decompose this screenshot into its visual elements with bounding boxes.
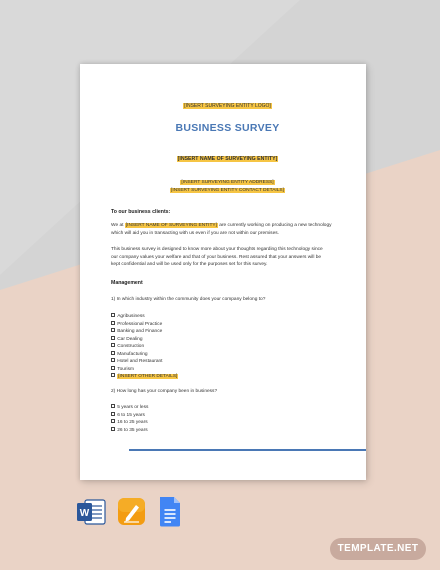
option-item <box>111 358 178 366</box>
page-title: BUSINESS SURVEY <box>175 122 280 134</box>
option-label: Tourism <box>117 366 134 372</box>
checkbox[interactable] <box>111 343 115 347</box>
option-item <box>111 313 178 321</box>
option-item <box>111 404 148 412</box>
question-2: 2) How long has your company been in business? <box>111 389 218 394</box>
option-label: Agribusiness <box>117 314 145 319</box>
option-label: 6 to 15 years <box>117 412 145 418</box>
option-item <box>111 419 148 427</box>
document-page <box>80 64 366 480</box>
option-item-other <box>111 373 178 381</box>
word-icon <box>76 498 106 526</box>
option-item <box>111 321 178 329</box>
checkbox[interactable] <box>111 351 115 355</box>
option-item <box>111 351 178 359</box>
option-label: Manufacturing <box>117 351 148 357</box>
question-1: 1) In which industry within the community does your company belong to? <box>111 297 266 302</box>
entity-address-placeholder: [INSERT SURVEYING ENTITY ADDRESS] <box>181 180 274 185</box>
svg-text:W: W <box>79 508 90 519</box>
option-item <box>111 412 148 420</box>
question-1-options <box>111 313 178 381</box>
purpose-paragraph: This business survey is designed to know more about your thoughts regarding this technology since our company values your welfare and that of your business. Rest assured that your answers will be kept confidential and will be used only for the purposes set for this survey. <box>111 247 323 267</box>
option-item <box>111 343 178 351</box>
google-docs-icon <box>158 496 182 527</box>
option-label: 16 to 25 years <box>117 420 148 425</box>
checkbox[interactable] <box>111 427 115 431</box>
checkbox[interactable] <box>111 404 115 408</box>
option-label: Construction <box>117 344 145 349</box>
option-item <box>111 366 178 374</box>
checkbox[interactable] <box>111 373 115 377</box>
checkbox[interactable] <box>111 412 115 416</box>
logo-placeholder: [INSERT SURVEYING ENTITY LOGO] <box>184 103 271 109</box>
checkbox[interactable] <box>111 328 115 332</box>
greeting: To our business clients: <box>111 209 171 215</box>
checkbox[interactable] <box>111 313 115 317</box>
checkbox[interactable] <box>111 419 115 423</box>
option-label: Hotel and Restaurant <box>117 359 163 364</box>
brand-logo[interactable]: TEMPLATE.NET <box>330 538 426 560</box>
option-label: 26 to 35 years <box>117 427 148 433</box>
option-label: Car Dealing <box>117 336 143 342</box>
checkbox[interactable] <box>111 321 115 325</box>
entity-name-placeholder: [INSERT NAME OF SURVEYING ENTITY] <box>177 156 278 162</box>
option-item <box>111 427 148 435</box>
option-other-placeholder: [INSERT OTHER DETAILS] <box>118 374 178 379</box>
intro-paragraph: We at [INSERT NAME OF SURVEYING ENTITY] are currently working on producing a new technology which will aid you in transacting with us even if you are not within our premises. <box>111 223 332 236</box>
question-2-options <box>111 404 148 434</box>
option-label: 5 years or less <box>117 405 149 410</box>
option-label: Banking and Finance <box>117 329 163 334</box>
entity-contact-placeholder: [INSERT SURVEYING ENTITY CONTACT DETAILS] <box>171 187 284 193</box>
pages-icon <box>117 497 146 526</box>
option-item <box>111 328 178 336</box>
footer-rule <box>129 449 366 451</box>
option-item <box>111 336 178 344</box>
section-heading: Management <box>111 280 143 286</box>
option-label: Professional Practice <box>117 321 163 327</box>
checkbox[interactable] <box>111 336 115 340</box>
checkbox[interactable] <box>111 358 115 362</box>
checkbox[interactable] <box>111 366 115 370</box>
